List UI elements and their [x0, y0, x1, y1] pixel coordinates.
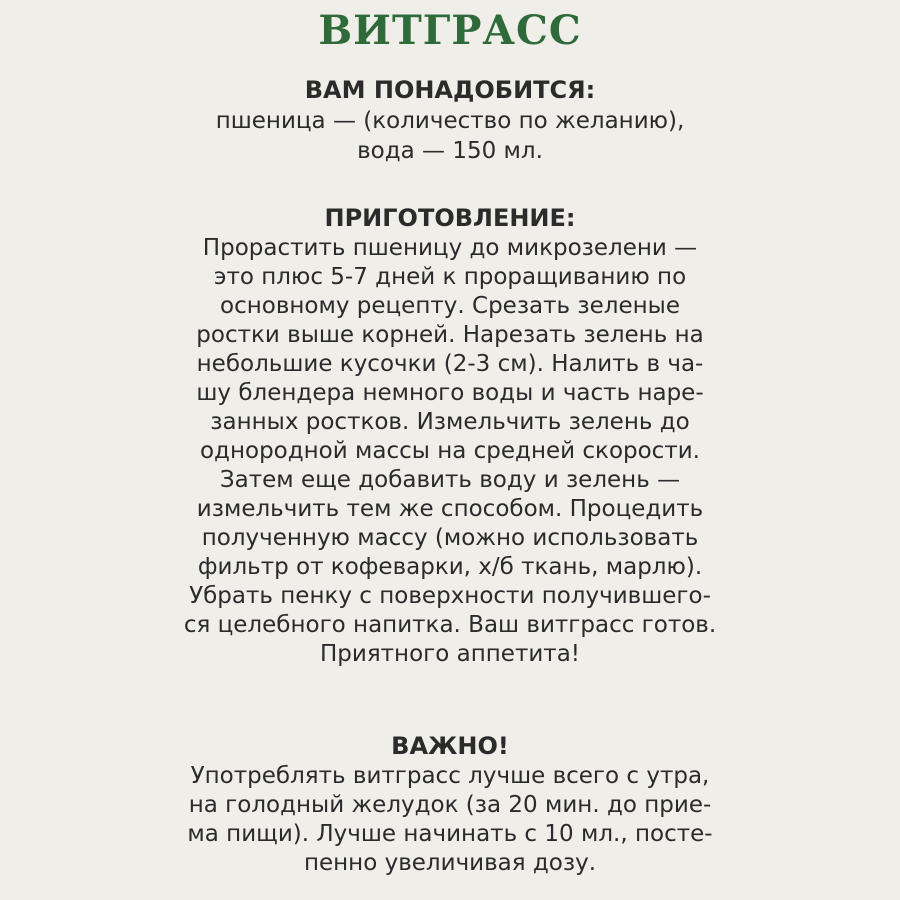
important-heading: ВАЖНО! — [391, 732, 509, 760]
preparation-line: полученную массу (можно использовать — [201, 525, 699, 551]
important-line: Употреблять витграсс лучше всего с утра, — [190, 763, 710, 789]
preparation-line: однородной массы на средней скорости. — [199, 438, 700, 464]
preparation-line: занных ростков. Измельчить зелень до — [210, 409, 690, 435]
preparation-line: ся целебного напитка. Ваш витграсс готов. — [183, 612, 717, 638]
page-title: ВИТГРАСС — [318, 7, 582, 54]
ingredients-heading: ВАМ ПОНАДОБИТСЯ: — [304, 76, 596, 104]
preparation-line: Затем еще добавить воду и зелень — — [219, 467, 681, 493]
important-line: пенно увеличивая дозу. — [303, 850, 597, 876]
preparation-line: ростки выше корней. Нарезать зелень на — [196, 322, 704, 348]
preparation-line: Приятного аппетита! — [319, 641, 581, 667]
ingredients-section — [40, 74, 860, 166]
preparation-line: фильтр от кофеварки, х/б ткань, марлю). — [197, 554, 703, 580]
preparation-line: это плюс 5-7 дней к проращиванию по — [213, 264, 687, 290]
ingredient-line: вода — 150 мл. — [357, 138, 543, 164]
preparation-line: измельчить тем же способом. Процедить — [196, 496, 704, 522]
preparation-section — [40, 202, 860, 669]
preparation-heading: ПРИГОТОВЛЕНИЕ: — [324, 204, 576, 232]
preparation-line: шу блендера немного воды и часть наре- — [196, 380, 704, 406]
preparation-line: Прорастить пшеницу до микрозелени — — [202, 235, 698, 261]
preparation-line: Убрать пенку с поверхности получившего- — [189, 583, 711, 609]
preparation-line: основному рецепту. Срезать зеленые — [220, 293, 680, 319]
preparation-line: небольшие кусочки (2-3 см). Налить в ча- — [196, 351, 704, 377]
important-line: ма пищи). Лучше начинать с 10 мл., посте- — [187, 821, 713, 847]
important-section — [40, 730, 860, 878]
important-line: на голодный желудок (за 20 мин. до прие- — [188, 792, 712, 818]
ingredient-line: пшеница — (количество по желанию), — [215, 108, 685, 134]
